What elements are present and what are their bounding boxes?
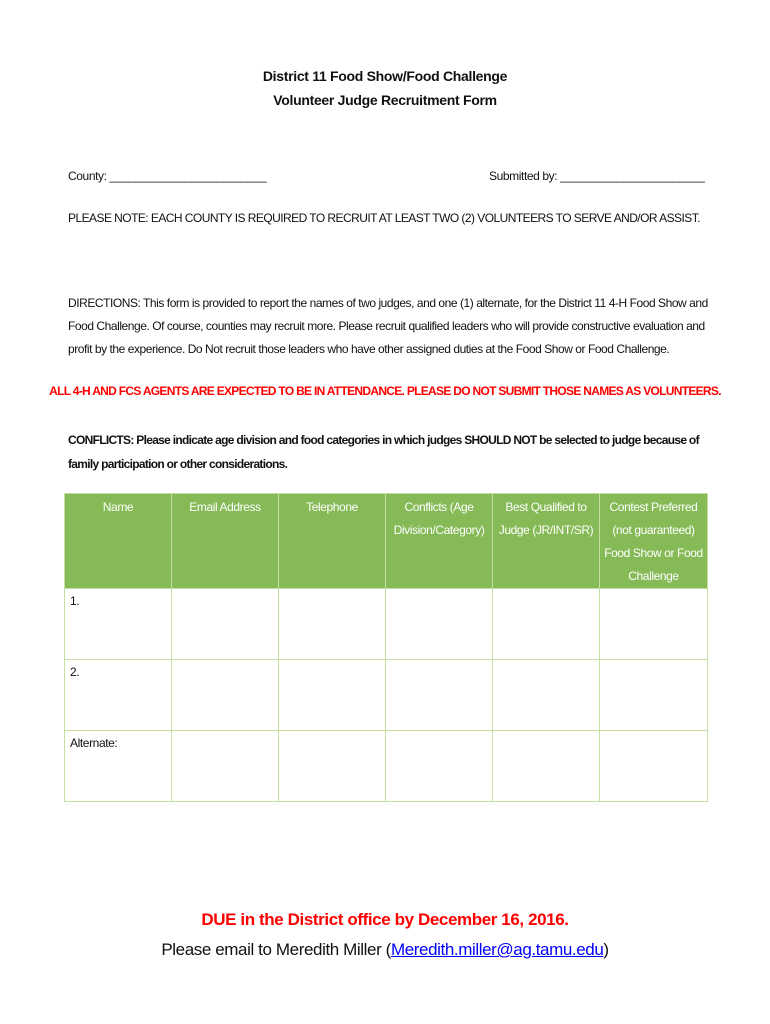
table-row (65, 731, 708, 802)
row-label: 2. (65, 660, 172, 731)
email-cell[interactable] (172, 589, 279, 660)
telephone-cell[interactable] (279, 589, 386, 660)
table-row (65, 589, 708, 660)
header-contest-preferred: Contest Preferred (not guaranteed) Food Show or Food Challenge (600, 494, 708, 589)
directions-paragraph: DIRECTIONS: This form is provided to report the names of two judges, and one (1) alternate, for the District 11 4-H Food Show and Food Challenge. Of course, counties may recruit more. Please recruit qualified leaders who will provide constructive evaluation and profit by the experience. Do Not recruit those leaders who have other assigned duties at the Food Show or Food Challenge. (68, 296, 708, 356)
telephone-cell[interactable] (279, 660, 386, 731)
please-note: PLEASE NOTE: EACH COUNTY IS REQUIRED TO RECRUIT AT LEAST TWO (2) VOLUNTEERS TO SERVE AND/OR ASSIST. (68, 211, 700, 225)
form-subtitle: Volunteer Judge Recruitment Form (273, 92, 497, 108)
email-prefix: Please email to Meredith Miller ( (161, 940, 391, 959)
header-best-qualified: Best Qualified to Judge (JR/INT/SR) (493, 494, 600, 589)
row-label: Alternate: (65, 731, 172, 802)
county-field: County: _________________________ (68, 169, 267, 183)
agents-notice: ALL 4-H AND FCS AGENTS ARE EXPECTED TO BE IN ATTENDANCE. PLEASE DO NOT SUBMIT THOSE NAMES AS VOLUNTEERS. (49, 384, 721, 398)
header-name: Name (65, 494, 172, 589)
form-title: District 11 Food Show/Food Challenge (262, 68, 508, 84)
contest-preferred-cell[interactable] (600, 660, 708, 731)
header-email: Email Address (172, 494, 279, 589)
submitted-by-field: Submitted by: _______________________ (489, 169, 705, 183)
conflicts-cell[interactable] (386, 660, 493, 731)
contest-preferred-cell[interactable] (600, 589, 708, 660)
table-row (65, 660, 708, 731)
table-header-row (65, 494, 708, 589)
row-label: 1. (65, 589, 172, 660)
header-telephone: Telephone (279, 494, 386, 589)
email-cell[interactable] (172, 660, 279, 731)
volunteer-table (64, 493, 708, 802)
conflicts-cell[interactable] (386, 589, 493, 660)
best-qualified-cell[interactable] (493, 589, 600, 660)
best-qualified-cell[interactable] (493, 731, 600, 802)
telephone-cell[interactable] (279, 731, 386, 802)
conflicts-cell[interactable] (386, 731, 493, 802)
email-suffix: ) (603, 940, 609, 959)
best-qualified-cell[interactable] (493, 660, 600, 731)
conflicts-paragraph: CONFLICTS: Please indicate age division and food categories in which judges SHOULD NOT be selected to judge because of family participation or other considerations. (68, 433, 699, 471)
header-conflicts: Conflicts (Age Division/Category) (386, 494, 493, 589)
email-cell[interactable] (172, 731, 279, 802)
email-instruction (0, 940, 770, 960)
email-link[interactable]: Meredith.miller@ag.tamu.edu (390, 940, 604, 959)
due-date-notice: DUE in the District office by December 16, 2016. (201, 910, 569, 929)
contest-preferred-cell[interactable] (600, 731, 708, 802)
